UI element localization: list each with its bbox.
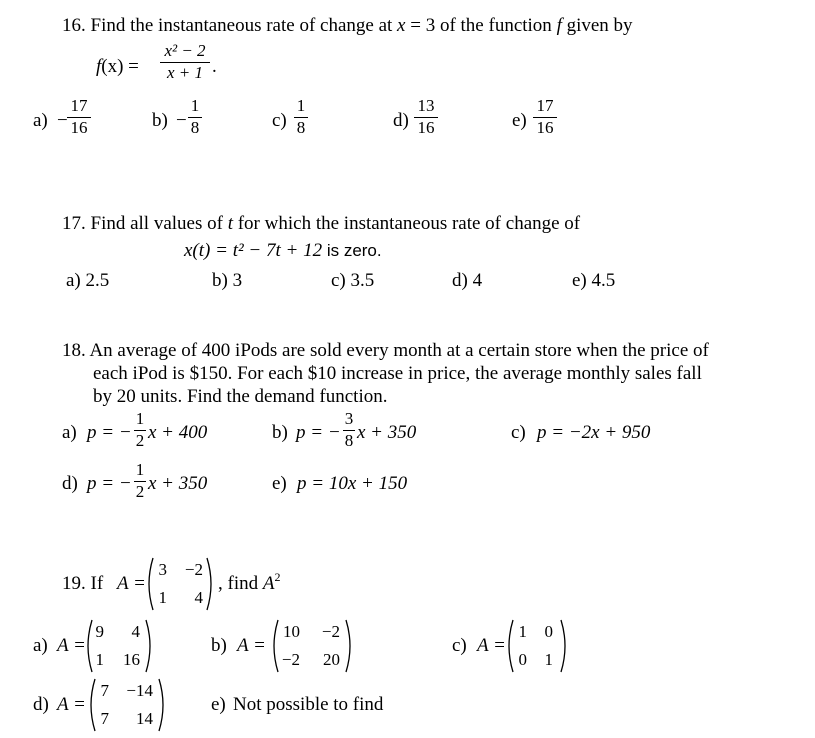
q19-choice-e-text: Not possible to find bbox=[233, 694, 384, 715]
q18-choice-e-label: e) bbox=[272, 473, 287, 494]
q17-choice-a: a) 2.5 bbox=[66, 270, 110, 291]
q19-a-eq: A = bbox=[117, 573, 146, 594]
q19-find: , find $A^2$ bbox=[218, 570, 281, 594]
matrix-cell: 1 bbox=[544, 650, 553, 669]
matrix-cell: 9 bbox=[95, 622, 104, 641]
matrix-cell: 10 bbox=[283, 622, 300, 641]
q16-choice-b-fraction: 1 8 bbox=[188, 97, 202, 137]
q19-matrix bbox=[145, 556, 215, 612]
q17-choice-b: b) 3 bbox=[212, 270, 243, 291]
q18-choice-b-lhs: p = − bbox=[296, 422, 341, 443]
matrix-cell: 4 bbox=[131, 622, 140, 641]
matrix-cell: 7 bbox=[100, 681, 109, 700]
q18-choice-d-rhs: x + 350 bbox=[148, 473, 208, 494]
q17-choice-c: c) 3.5 bbox=[331, 270, 375, 291]
matrix-cell: 0 bbox=[544, 622, 553, 641]
q18-stem-line2: each iPod is $150. For each $10 increase in price, the average monthly sales fall bbox=[93, 363, 702, 384]
q16-choice-d-label: d) bbox=[393, 110, 409, 131]
q18-choice-b-fraction: 3 8 bbox=[344, 409, 354, 450]
q18-choice-c-text: p = −2x + 950 bbox=[537, 422, 651, 443]
q16-choice-a-label: a) bbox=[33, 110, 48, 131]
q18-choice-a-rhs: x + 400 bbox=[148, 422, 208, 443]
q19-choice-a-matrix bbox=[84, 618, 154, 674]
q18-choice-a-fraction: 1 2 bbox=[135, 409, 145, 450]
q16-choice-b-sign: − bbox=[176, 110, 187, 131]
q19-choice-d-lhs: A = bbox=[57, 694, 86, 715]
matrix-cell: 7 bbox=[100, 709, 109, 728]
matrix-cell: 20 bbox=[323, 650, 340, 669]
q16-choice-c-label: c) bbox=[272, 110, 287, 131]
q18-choice-d-fraction: 1 2 bbox=[135, 460, 145, 501]
q18-choice-c-label: c) bbox=[511, 422, 526, 443]
q19-matrix-cell: −2 bbox=[184, 560, 203, 579]
q17-choice-d: d) 4 bbox=[452, 270, 483, 291]
q16-function-fraction: x² − 2 x + 1 bbox=[160, 42, 210, 82]
q18-stem-line1: 18. An average of 400 iPods are sold every month at a certain store when the price of bbox=[62, 340, 709, 361]
q19-choice-c-matrix bbox=[505, 618, 569, 674]
q19-choice-b-lhs: A = bbox=[237, 635, 266, 656]
q17-formula: x(t) = t² − 7t + 12 is zero. bbox=[184, 240, 382, 261]
q19-matrix-cell: 3 bbox=[158, 560, 167, 579]
q18-stem-line3: by 20 units. Find the demand function. bbox=[93, 386, 388, 407]
matrix-cell: 14 bbox=[136, 709, 153, 728]
q17-stem: 17. Find all values of t for which the instantaneous rate of change of bbox=[62, 213, 581, 234]
q16-choice-d-fraction: 13 16 bbox=[414, 97, 438, 137]
q19-choice-d-label: d) bbox=[33, 694, 49, 715]
q16-choice-b-label: b) bbox=[152, 110, 168, 131]
matrix-cell: 16 bbox=[123, 650, 140, 669]
q19-choice-e-label: e) bbox=[211, 694, 226, 715]
q19-choice-b-matrix bbox=[270, 618, 354, 674]
matrix-cell: 0 bbox=[518, 650, 527, 669]
q16-period: . bbox=[212, 56, 217, 77]
q19-choice-a-lhs: A = bbox=[57, 635, 86, 656]
q18-choice-e-text: p = 10x + 150 bbox=[297, 473, 408, 494]
q16-choice-c-fraction: 1 8 bbox=[294, 97, 308, 137]
q16-choice-e-label: e) bbox=[512, 110, 527, 131]
matrix-cell: 1 bbox=[95, 650, 104, 669]
q18-choice-d-lhs: p = − bbox=[87, 473, 132, 494]
q16-function-lhs: f(x) = bbox=[96, 56, 139, 77]
q19-choice-d-matrix bbox=[87, 677, 167, 733]
q19-matrix-cell: 1 bbox=[158, 588, 167, 607]
q18-choice-b-rhs: x + 350 bbox=[357, 422, 417, 443]
matrix-cell: −2 bbox=[281, 650, 300, 669]
q19-choice-a-label: a) bbox=[33, 635, 48, 656]
q16-choice-e-fraction: 17 16 bbox=[533, 97, 557, 137]
q18-choice-a-lhs: p = − bbox=[87, 422, 132, 443]
matrix-cell: 1 bbox=[518, 622, 527, 641]
q19-choice-b-label: b) bbox=[211, 635, 227, 656]
matrix-cell: −2 bbox=[321, 622, 340, 641]
q18-choice-a-label: a) bbox=[62, 422, 77, 443]
q19-choice-c-label: c) bbox=[452, 635, 467, 656]
q19-stem: 19. If bbox=[62, 573, 104, 594]
q17-choice-e: e) 4.5 bbox=[572, 270, 616, 291]
q19-matrix-cell: 4 bbox=[194, 588, 203, 607]
q16-stem: 16. Find the instantaneous rate of change at x = 3 of the function f given by bbox=[62, 15, 633, 36]
q16-choice-a-fraction: 17 16 bbox=[67, 97, 91, 137]
matrix-cell: −14 bbox=[126, 681, 153, 700]
q18-choice-d-label: d) bbox=[62, 473, 78, 494]
q16-choice-a-sign: − bbox=[57, 110, 68, 131]
q18-choice-b-label: b) bbox=[272, 422, 288, 443]
q19-choice-c-lhs: A = bbox=[477, 635, 506, 656]
